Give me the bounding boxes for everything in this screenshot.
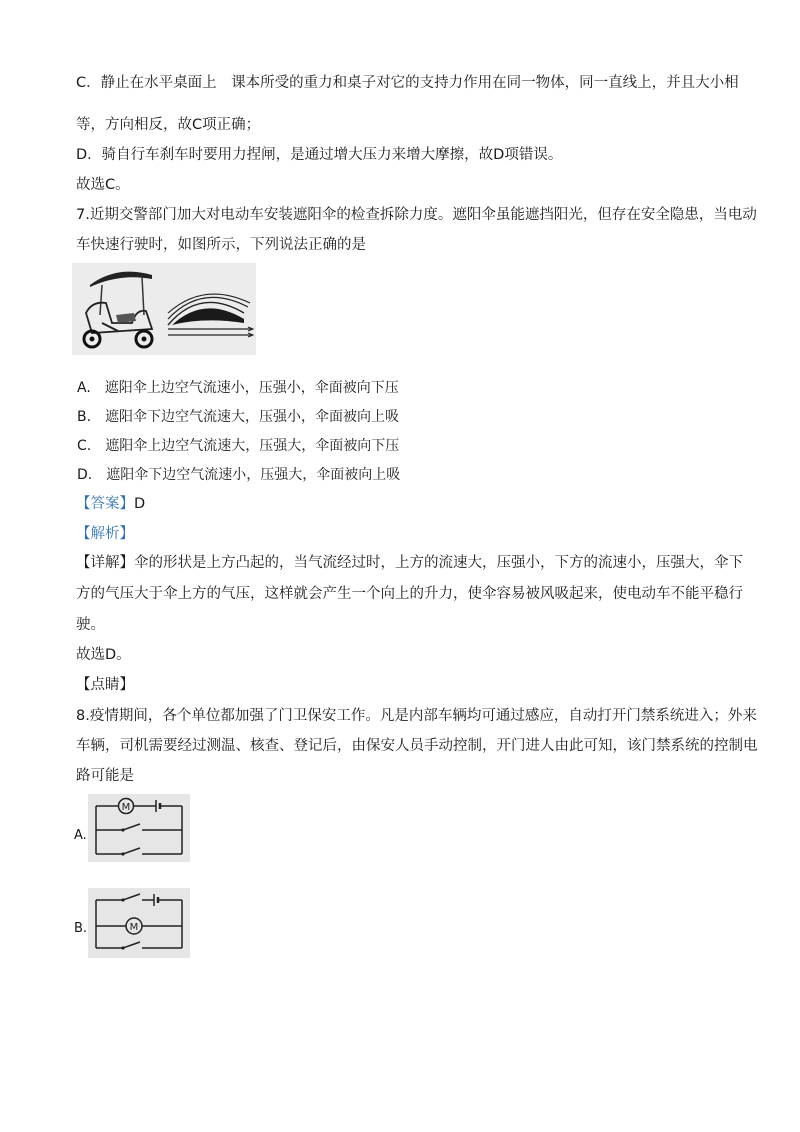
comment-tag: 【点睛】 <box>76 677 134 693</box>
question-8-stem-line2: 车辆，司机需要经过测温、核查、登记后，由保安人员手动控制，开门进人由此可知，该门禁系统的控制电 <box>76 738 758 754</box>
question-7-stem-line1: 7.近期交警部门加大对电动车安装遮阳伞的检查拆除力度。遮阳伞虽能遮挡阳光，但存在安全隐患，当电动 <box>76 207 757 223</box>
question-7-stem-line2: 车快速行驶时，如图所示，下列说法正确的是 <box>76 237 366 253</box>
option-d-explanation: D．骑自行车刹车时要用力捏闸，是通过增大压力来增大摩擦，故D项错误。 <box>76 147 563 163</box>
q8-option-b-label: B. <box>74 921 88 936</box>
detail-text-1: 伞的形状是上方凸起的，当气流经过时，上方的流速大，压强小，下方的流速小，压强大，伞下 <box>134 555 743 571</box>
detail-tag: 【详解】 <box>76 555 134 571</box>
detail-line1 <box>76 553 743 573</box>
motor-symbol-b: M <box>129 922 139 933</box>
answer-value: D <box>134 496 146 512</box>
q7-option-b: B. 遮阳伞下边空气流速大，压强小，伞面被向上吸 <box>77 409 400 425</box>
option-c-explanation-line1: C．静止在水平桌面上 课本所受的重力和桌子对它的支持力作用在同一物体，同一直线上，并且大小相 <box>76 75 739 91</box>
answer-row <box>76 494 145 514</box>
detail-line3: 驶。 <box>76 617 105 633</box>
previous-answer-choice: 故选C。 <box>76 177 130 193</box>
answer-choice-d: 故选D。 <box>76 647 131 663</box>
circuit-a-icon <box>88 794 190 862</box>
question-8-stem-line1: 8.疫情期间，各个单位都加强了门卫保安工作。凡是内部车辆均可通过感应，自动打开门禁系统进入；外来 <box>76 708 757 724</box>
q8-option-a-label: A. <box>74 828 87 843</box>
circuit-b-icon <box>88 888 190 958</box>
circuit-diagram-b <box>88 888 190 958</box>
motor-symbol-a: M <box>121 802 131 813</box>
q7-option-a: A. 遮阳伞上边空气流速小，压强小，伞面被向下压 <box>77 380 399 396</box>
answer-tag: 【答案】 <box>76 496 134 512</box>
circuit-diagram-a <box>88 794 190 862</box>
scooter-umbrella-figure <box>72 263 256 355</box>
analysis-tag: 【解析】 <box>76 526 134 542</box>
question-8-stem-line3: 路可能是 <box>76 768 134 784</box>
q7-option-c: C. 遮阳伞上边空气流速大，压强大，伞面被向下压 <box>77 438 400 454</box>
detail-line2: 方的气压大于伞上方的气压，这样就会产生一个向上的升力，使伞容易被风吸起来，使电动车不能平稳行 <box>76 586 743 602</box>
option-c-explanation-line2: 等，方向相反，故C项正确； <box>76 117 261 133</box>
q7-option-d: D. 遮阳伞下边空气流速小，压强大，伞面被向上吸 <box>77 467 401 483</box>
scooter-umbrella-icon <box>72 263 256 355</box>
